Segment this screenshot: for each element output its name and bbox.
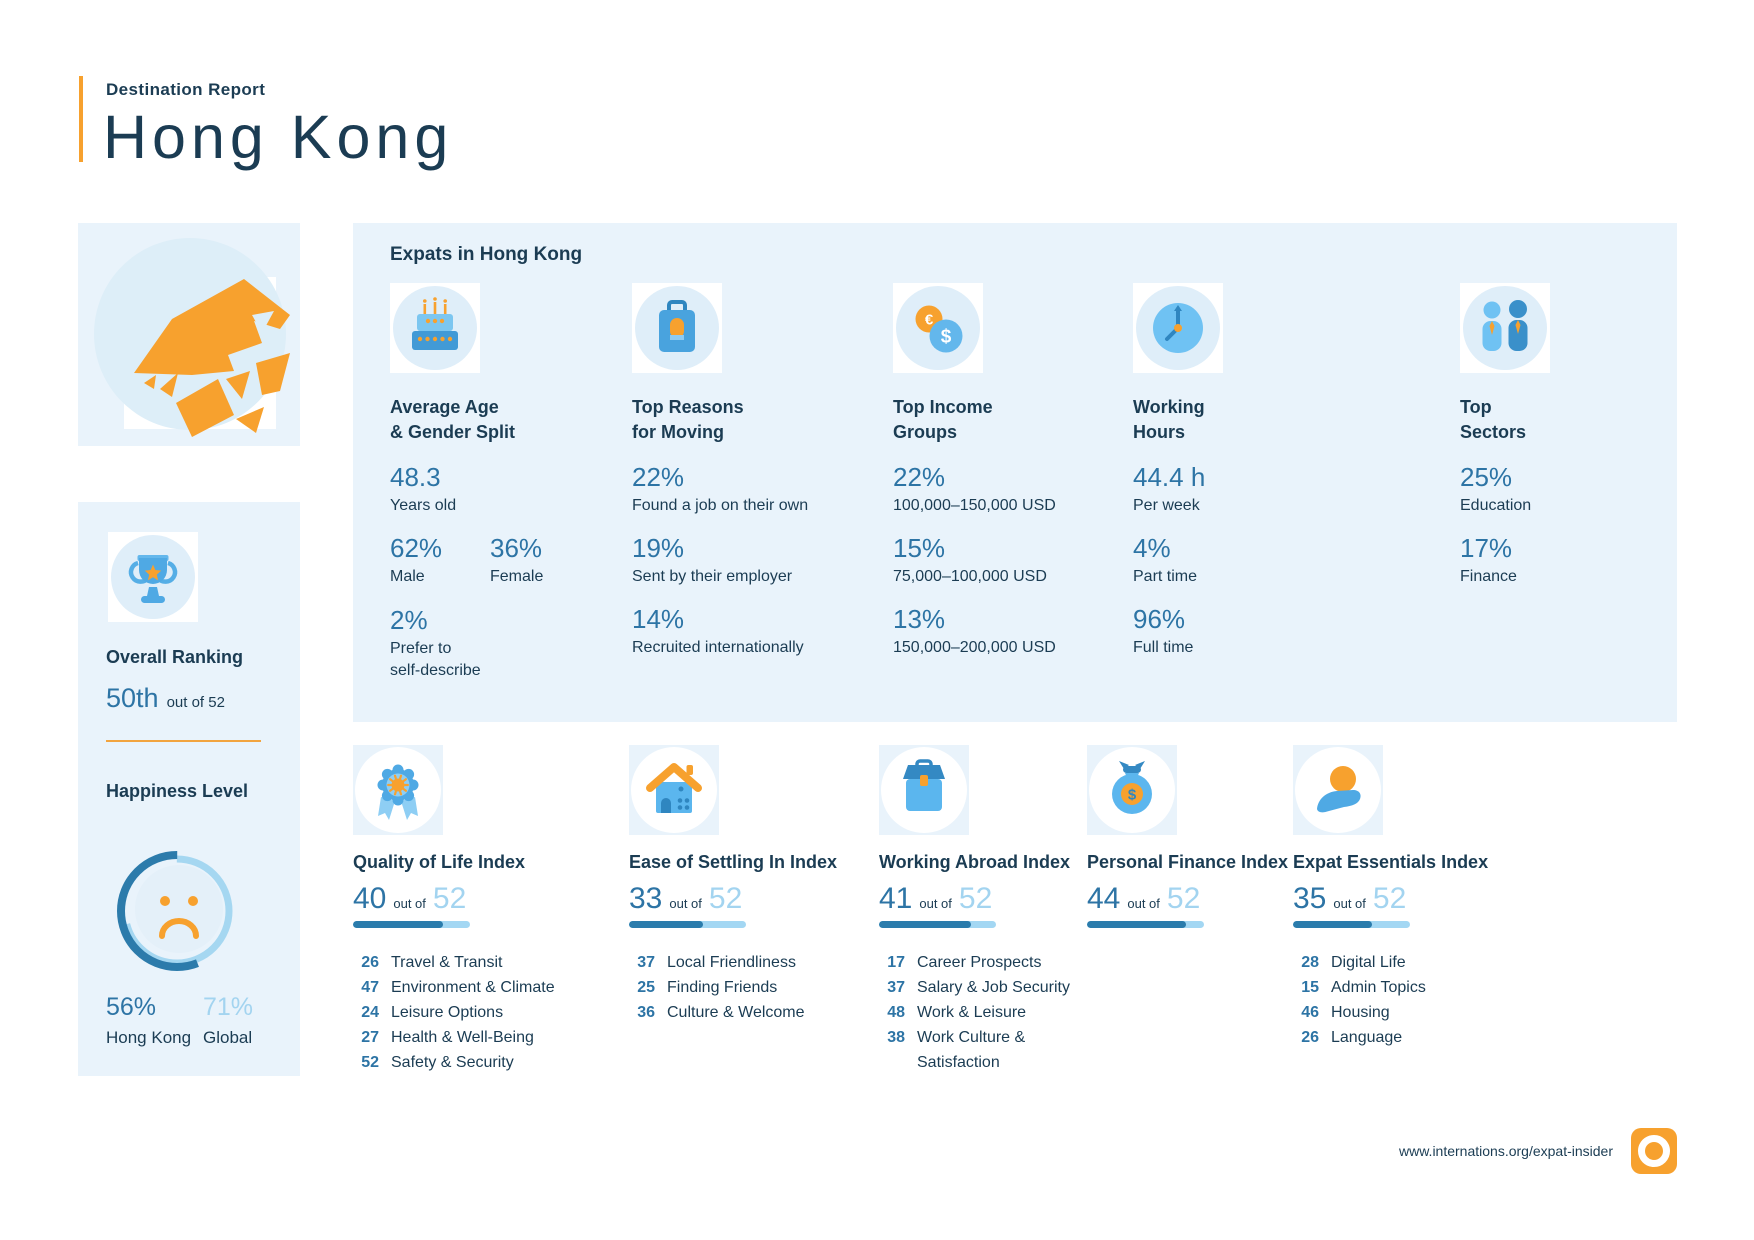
index-score-bar [353, 921, 470, 928]
happiness-values [106, 992, 300, 1050]
lion-illustration-card [78, 223, 300, 446]
house-icon [629, 745, 719, 835]
index-score-bar [1293, 921, 1410, 928]
expat-column-sectors [1460, 283, 1677, 682]
house-tile [629, 745, 719, 835]
index-score-bar [629, 921, 746, 928]
suitcase-tile [632, 283, 722, 373]
index-item: 26 Travel & Transit [361, 954, 503, 971]
expats-panel-title: Expats in Hong Kong [390, 244, 583, 265]
stat-income-1: 22% 100,000–150,000 USD [893, 462, 1056, 514]
column-title: Top Reasons for Moving [632, 397, 744, 442]
index-item: 38 Work Culture & Satisfaction [887, 1029, 1026, 1071]
clock-tile [1133, 283, 1223, 373]
stat-hours-3: 96% Full time [1133, 604, 1194, 656]
index-score: 35 out of 52 [1293, 882, 1407, 915]
trophy-tile [108, 532, 198, 622]
svg-text:$: $ [940, 326, 952, 348]
stat-male: 62% Male [390, 533, 443, 585]
expat-column-income [893, 283, 1133, 682]
expat-column-reasons [632, 283, 893, 682]
stat-reason-3: 14% Recruited internationally [632, 604, 804, 656]
ranking-suffix: out of 52 [166, 694, 225, 711]
lion-icon [78, 223, 300, 446]
rosette-icon [353, 745, 443, 835]
coins-icon [893, 283, 983, 373]
index-card-quality-of-life [353, 745, 629, 1075]
people-icon [1460, 283, 1550, 373]
stat-income-2: 15% 75,000–100,000 USD [893, 533, 1047, 585]
ranking-value-row [106, 682, 300, 714]
column-title: Top Income Groups [893, 397, 993, 442]
hand-coin-tile [1293, 745, 1383, 835]
expats-columns [390, 283, 1677, 682]
ranking-title: Overall Ranking [106, 647, 244, 667]
stat-average-age: 48.3 Years old [390, 462, 457, 514]
svg-text:$: $ [1127, 786, 1137, 804]
index-item: 52 Safety & Security [361, 1054, 514, 1071]
index-item: 24 Leisure Options [361, 1004, 504, 1021]
briefcase-tile [879, 745, 969, 835]
footer-link[interactable]: www.internations.org/expat-insider [1399, 1143, 1613, 1159]
index-score: 41 out of 52 [879, 882, 993, 915]
index-item: 46 Housing [1301, 1004, 1390, 1021]
expats-panel [353, 223, 1677, 722]
stat-income-3: 13% 150,000–200,000 USD [893, 604, 1056, 656]
index-item: 27 Health & Well-Being [361, 1029, 534, 1046]
stat-hours-1: 44.4 h Per week [1133, 462, 1206, 514]
coins-tile [893, 283, 983, 373]
index-title: Personal Finance Index [1087, 852, 1289, 872]
index-item: 26 Language [1301, 1029, 1403, 1046]
happiness-global-label: Global [203, 1028, 253, 1047]
index-card-personal-finance [1087, 745, 1293, 1075]
expat-column-hours [1133, 283, 1460, 682]
stat-hours-2: 4% Part time [1133, 533, 1198, 585]
index-score-bar [1087, 921, 1204, 928]
index-title: Working Abroad Index [879, 852, 1071, 872]
index-score: 40 out of 52 [353, 882, 467, 915]
index-item: 37 Salary & Job Security [887, 979, 1070, 996]
svg-text:€: € [924, 311, 934, 329]
people-tile [1460, 283, 1550, 373]
gender-split-row [390, 533, 632, 588]
stat-reason-2: 19% Sent by their employer [632, 533, 793, 585]
index-items [629, 950, 879, 1025]
index-score: 33 out of 52 [629, 882, 743, 915]
index-cards-row [353, 745, 1677, 1075]
clock-icon [1133, 283, 1223, 373]
index-score-bar [879, 921, 996, 928]
birthday-cake-icon [390, 283, 480, 373]
sad-face-icon [112, 846, 242, 976]
internations-logo-icon [1631, 1128, 1677, 1174]
index-item: 37 Local Friendliness [637, 954, 796, 971]
index-item: 28 Digital Life [1301, 954, 1406, 971]
index-item: 17 Career Prospects [887, 954, 1042, 971]
index-item: 48 Work & Leisure [887, 1004, 1027, 1021]
happiness-local-label: Hong Kong [106, 1028, 192, 1047]
expat-column-age-gender [390, 283, 632, 682]
stat-self-describe: 2% Prefer to self-describe [390, 605, 481, 679]
stat-female: 36% Female [490, 533, 544, 585]
happiness-gauge [112, 846, 242, 976]
orange-divider [106, 740, 261, 742]
index-score: 44 out of 52 [1087, 882, 1201, 915]
ranking-rank: 50th [106, 683, 159, 713]
briefcase-icon [879, 745, 969, 835]
index-title: Ease of Settling In Index [629, 852, 838, 872]
header-accent-bar [79, 76, 83, 162]
index-card-expat-essentials [1293, 745, 1677, 1075]
column-title: Average Age & Gender Split [390, 397, 516, 442]
index-title: Quality of Life Index [353, 852, 526, 872]
stat-reason-1: 22% Found a job on their own [632, 462, 809, 514]
stat-sector-2: 17% Finance [1460, 533, 1517, 585]
column-title: Working Hours [1133, 397, 1205, 442]
footer [353, 1128, 1677, 1174]
index-items [353, 950, 629, 1075]
index-card-settling-in [629, 745, 879, 1075]
rosette-tile [353, 745, 443, 835]
ranking-card [78, 502, 300, 1076]
stat-sector-1: 25% Education [1460, 462, 1532, 514]
suitcase-icon [632, 283, 722, 373]
trophy-icon [108, 532, 198, 622]
index-item: 47 Environment & Climate [361, 979, 555, 996]
index-items [1293, 950, 1677, 1050]
index-item: 15 Admin Topics [1301, 979, 1426, 996]
money-bag-tile [1087, 745, 1177, 835]
index-card-working-abroad [879, 745, 1087, 1075]
index-item: 25 Finding Friends [637, 979, 778, 996]
happiness-title: Happiness Level [106, 781, 249, 801]
index-items [879, 950, 1087, 1075]
happiness-local [106, 992, 203, 1050]
index-title: Expat Essentials Index [1293, 852, 1489, 872]
index-item: 36 Culture & Welcome [637, 1004, 805, 1021]
report-kicker: Destination Report [106, 80, 266, 99]
happiness-global [203, 992, 300, 1050]
column-title: Top Sectors [1460, 397, 1527, 442]
happiness-local-value: 56% [106, 993, 157, 1021]
cake-tile [390, 283, 480, 373]
page-title: Hong Kong [103, 103, 454, 171]
hand-coin-icon [1293, 745, 1383, 835]
happiness-global-value: 71% [203, 993, 254, 1021]
money-bag-icon [1087, 745, 1177, 835]
